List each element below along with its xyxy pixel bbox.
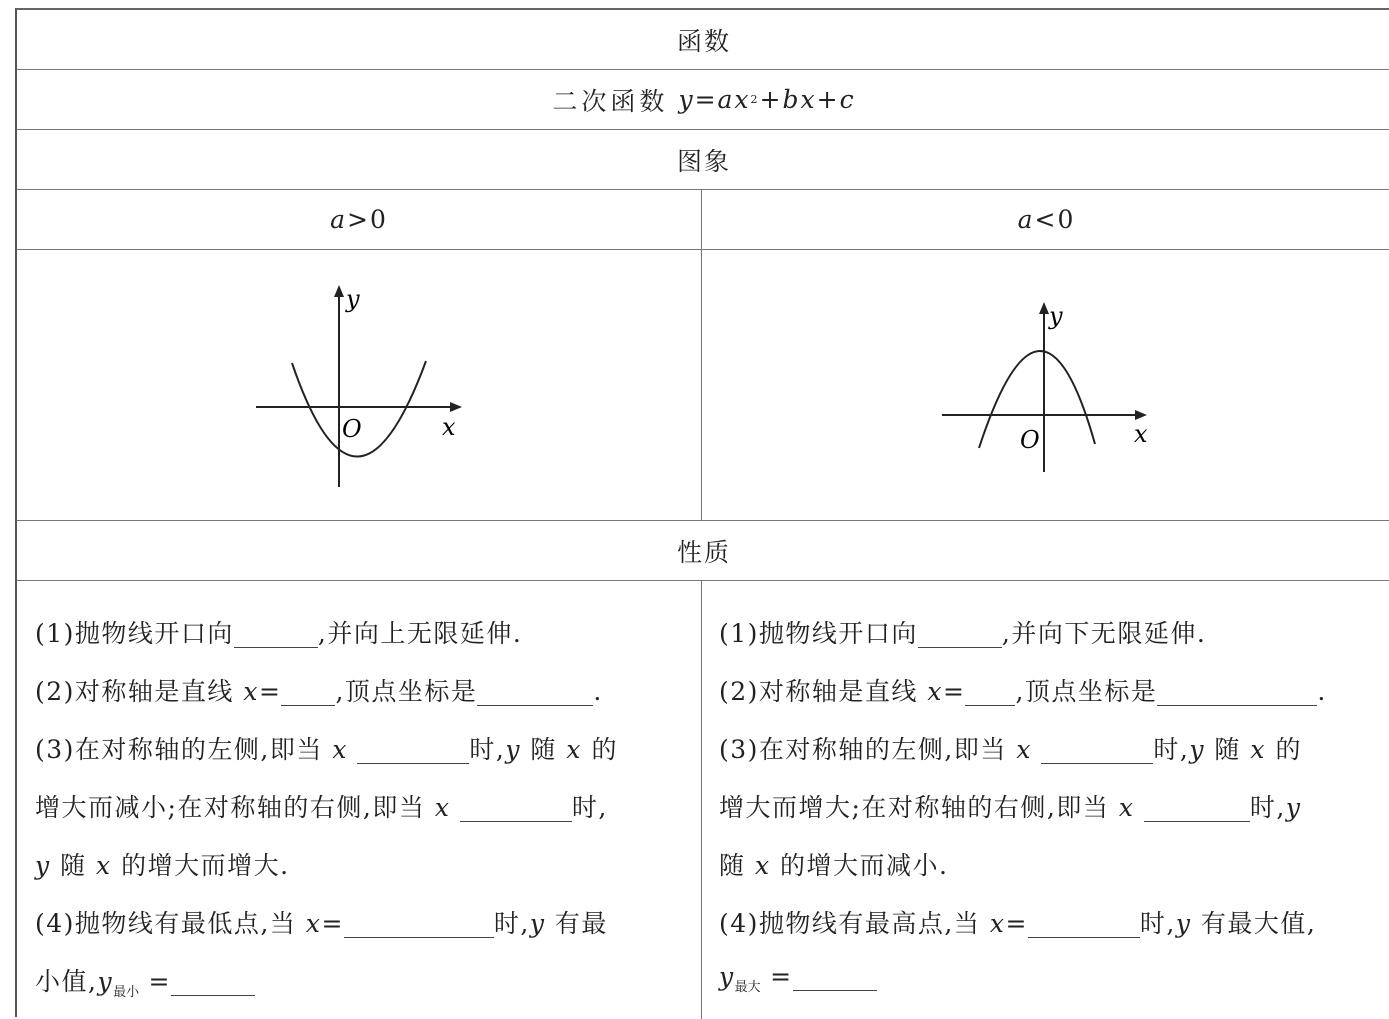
property-text: 时, [1153, 735, 1190, 764]
left-property-4-line-1 [35, 904, 608, 940]
var-x: x [1118, 793, 1135, 822]
right-property-2 [719, 672, 1327, 708]
row-divider [17, 249, 1389, 250]
answer-blank[interactable] [965, 679, 1015, 706]
property-text: (2)对称轴是直线 [719, 677, 918, 706]
property-text: (1)抛物线开口向 [719, 619, 918, 648]
property-text: (3)在对称轴的左侧,即当 [719, 735, 1007, 764]
formula-plus: + [816, 85, 840, 114]
property-text: 随 [719, 851, 746, 880]
property-text: 随 [530, 735, 557, 764]
answer-blank[interactable] [918, 621, 1002, 648]
formula-square: 2 [750, 93, 760, 106]
right-property-4-line-1 [719, 904, 1316, 940]
equals-sign: = [321, 909, 344, 938]
equals-sign: = [258, 677, 282, 706]
answer-blank[interactable] [1157, 679, 1317, 706]
equals-sign: = [148, 967, 171, 996]
row-divider [17, 580, 1389, 581]
formula-c: c [839, 85, 856, 114]
condition-a: a [330, 205, 348, 234]
property-text: 随 [60, 851, 87, 880]
property-text: (2)对称轴是直线 [35, 677, 234, 706]
function-name: 二次函数 [552, 86, 669, 116]
answer-blank[interactable] [477, 679, 593, 706]
answer-blank[interactable] [357, 737, 469, 764]
var-x: x [1250, 735, 1266, 764]
left-property-1 [35, 614, 522, 650]
property-text: ,并向上无限延伸. [317, 619, 523, 648]
property-text: (4)抛物线有最高点,当 [719, 909, 981, 938]
x-axis-label: x [1134, 420, 1148, 448]
formula-x: x [800, 85, 817, 114]
var-x: x [243, 677, 259, 706]
property-text: 随 [1214, 735, 1241, 764]
answer-blank[interactable] [344, 911, 494, 938]
condition-zero: 0 [1057, 205, 1076, 234]
property-text: ,顶点坐标是 [1015, 677, 1158, 706]
var-x: x [566, 735, 582, 764]
var-x: x [332, 735, 348, 764]
period: . [1317, 677, 1327, 706]
properties-heading: 性质 [676, 537, 731, 567]
origin-label: O [342, 415, 362, 443]
var-y: y [719, 962, 735, 991]
subscript-max: 最大 [734, 980, 761, 995]
graph-heading: 图象 [676, 146, 731, 176]
var-y: y [1285, 793, 1302, 822]
property-text: 有最大值, [1200, 909, 1317, 938]
formula-plus: + [759, 85, 783, 114]
property-text: (4)抛物线有最低点,当 [35, 909, 297, 938]
property-text: 时, [1139, 909, 1176, 938]
property-text: 的 [1275, 735, 1302, 764]
formula-eq: = [694, 85, 718, 114]
answer-blank[interactable] [171, 969, 255, 996]
right-property-4-line-2 [719, 962, 877, 995]
var-y: y [1189, 735, 1205, 764]
var-y: y [505, 735, 521, 764]
condition-a-positive [17, 190, 701, 249]
left-property-2 [35, 672, 603, 708]
formula-x: x [734, 85, 751, 114]
right-property-3-line-3 [719, 846, 948, 882]
var-x: x [989, 909, 1006, 938]
equals-sign: = [942, 677, 966, 706]
var-x: x [754, 851, 771, 880]
graph-downward-parabola [932, 292, 1162, 492]
property-text: 的 [591, 735, 618, 764]
property-text: ,顶点坐标是 [335, 677, 478, 706]
equals-sign: = [1005, 909, 1028, 938]
property-text: 的增大而减小. [780, 851, 949, 880]
var-x: x [305, 909, 322, 938]
equals-sign: = [770, 962, 793, 991]
right-property-3-line-1 [719, 730, 1302, 766]
x-axis-label: x [442, 413, 456, 441]
property-text: (1)抛物线开口向 [35, 619, 234, 648]
left-property-3-line-1 [35, 730, 618, 766]
subscript-min: 最小 [113, 985, 140, 1000]
answer-blank[interactable] [234, 621, 318, 648]
column-divider [701, 580, 702, 1019]
y-axis-label: y [346, 285, 360, 313]
left-property-4-line-2 [35, 962, 255, 1000]
condition-zero: 0 [369, 205, 388, 234]
var-x: x [1016, 735, 1032, 764]
property-text: 时, [493, 909, 530, 938]
left-property-3-line-3 [35, 846, 290, 882]
answer-blank[interactable] [1028, 911, 1140, 938]
var-y: y [35, 851, 51, 880]
property-text: 的增大而增大. [121, 851, 290, 880]
x-axis-arrow [450, 402, 462, 412]
graph-upward-parabola [242, 275, 472, 495]
property-text: (3)在对称轴的左侧,即当 [35, 735, 323, 764]
property-text: ,并向下无限延伸. [1001, 619, 1207, 648]
function-definition [17, 70, 1389, 129]
y-axis-arrow [334, 285, 344, 297]
answer-blank[interactable] [793, 964, 877, 991]
var-x: x [434, 793, 451, 822]
period: . [593, 677, 603, 706]
condition-relation: < [1034, 205, 1058, 234]
property-text: 增大而减小;在对称轴的右侧,即当 [35, 793, 426, 822]
formula-b: b [782, 85, 801, 114]
var-y: y [529, 909, 546, 938]
x-axis-arrow [1135, 410, 1147, 420]
right-property-1 [719, 614, 1206, 650]
property-text: 时, [469, 735, 506, 764]
table-title: 函数 [676, 26, 731, 56]
var-y: y [97, 967, 114, 996]
var-x: x [927, 677, 943, 706]
var-y: y [1175, 909, 1192, 938]
property-text: 时, [571, 793, 608, 822]
condition-a: a [1017, 205, 1035, 234]
condition-relation: > [347, 205, 370, 234]
y-axis-label: y [1049, 302, 1063, 330]
function-table [15, 8, 1389, 1017]
answer-blank[interactable] [1144, 795, 1250, 822]
property-text: 有最 [554, 909, 608, 938]
var-x: x [96, 851, 112, 880]
formula-y: y [678, 85, 695, 114]
answer-blank[interactable] [281, 679, 335, 706]
condition-a-negative [702, 190, 1389, 249]
formula-a: a [717, 85, 735, 114]
answer-blank[interactable] [460, 795, 572, 822]
property-text: 增大而增大;在对称轴的右侧,即当 [719, 793, 1110, 822]
answer-blank[interactable] [1041, 737, 1153, 764]
property-text: 小值, [35, 967, 98, 996]
right-property-3-line-2 [719, 788, 1301, 824]
left-property-3-line-2 [35, 788, 608, 824]
property-text: 时, [1249, 793, 1286, 822]
y-axis-arrow [1039, 302, 1049, 314]
origin-label: O [1020, 426, 1040, 454]
